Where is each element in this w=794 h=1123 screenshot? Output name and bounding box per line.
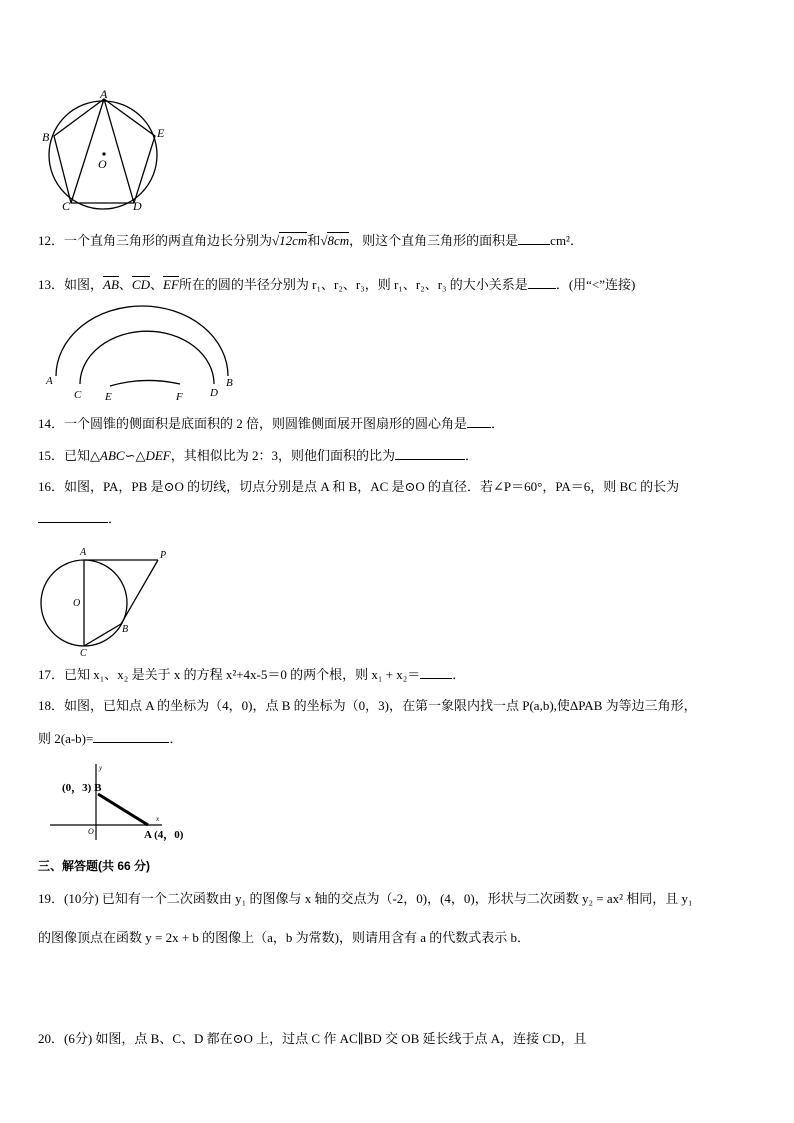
- arcs-figure: [38, 302, 248, 406]
- answer-blank[interactable]: [395, 447, 465, 460]
- question-14: 14．一个圆锥的侧面积是底面积的 2 倍，则圆锥侧面展开图扇形的圆心角是 ．: [38, 416, 505, 431]
- question-12: 12．一个直角三角形的两直角边长分别为√12cm和√8cm，则这个直角三角形的面积是 cm²．: [38, 233, 583, 248]
- label-E: E: [157, 126, 165, 140]
- answer-blank[interactable]: [93, 730, 169, 743]
- question-19-line2: 的图像顶点在函数 y = 2x + b 的图像上（a，b 为常数)，则请用含有 a 的代数式表示 b．: [38, 930, 531, 945]
- label-B: B: [122, 624, 129, 635]
- answer-blank[interactable]: [528, 276, 556, 289]
- question-15: 15．已知△ABC∽△DEF，其相似比为 2：3，则他们面积的比为 ．: [38, 448, 479, 463]
- answer-blank[interactable]: [38, 510, 108, 523]
- label-A: A (4，0): [144, 829, 184, 841]
- tangent-circle-figure: [38, 544, 178, 659]
- label-B: B: [226, 377, 233, 389]
- label-x: x: [156, 815, 160, 823]
- answer-blank[interactable]: [467, 415, 491, 428]
- label-A: A: [80, 547, 87, 558]
- coordinate-figure: [50, 760, 200, 846]
- answer-blank[interactable]: [420, 666, 452, 679]
- label-O: O: [98, 157, 107, 171]
- label-C: C: [74, 389, 82, 401]
- label-y: y: [99, 764, 103, 772]
- label-P: P: [160, 550, 167, 561]
- label-O: O: [73, 598, 81, 609]
- label-A: A: [100, 88, 108, 101]
- question-13: 13．如图，AB、CD、EF所在的圆的半径分别为 r₁、r₂、r₃，则 r₁、r₂、r₃ 的大小关系是 ．(用“<”连接): [38, 277, 636, 292]
- label-A: A: [46, 375, 53, 387]
- question-20: 20．(6分) 如图，点 B、C、D 都在⊙O 上，过点 C 作 AC∥BD 交 OB 延长线于点 A，连接 CD，且: [38, 1031, 587, 1046]
- label-F: F: [176, 391, 183, 403]
- question-17: 17．已知 x₁、x₂ 是关于 x 的方程 x²+4x-5＝0 的两个根，则 x₁ + x₂＝ ．: [38, 667, 466, 682]
- label-C: C: [80, 648, 87, 659]
- label-O: O: [88, 827, 94, 836]
- label-D: D: [133, 199, 142, 212]
- pentagon-circle-figure: [38, 88, 168, 212]
- question-16-blank: ．: [38, 510, 121, 528]
- section-heading: 三、解答题(共 66 分): [38, 859, 151, 873]
- label-D: D: [210, 387, 218, 399]
- question-19: 19．(10分) 已知有一个二次函数由 y₁ 的图像与 x 轴的交点为（-2，0)，(4，0)，形状与二次函数 y₂ = ax² 相同，且 y₁: [38, 891, 693, 906]
- answer-blank[interactable]: [518, 232, 550, 245]
- question-18: 18．如图，已知点 A 的坐标为（4，0)，点 B 的坐标为（0，3)，在第一象限内找一点 P(a,b),使ΔPAB 为等边三角形，: [38, 698, 697, 713]
- label-B: (0，3) B: [62, 782, 102, 794]
- label-B: B: [42, 130, 50, 144]
- question-18-line2: 则 2(a-b)= ．: [38, 731, 183, 746]
- question-16: 16．如图，PA，PB 是⊙O 的切线，切点分别是点 A 和 B，AC 是⊙O 的直径．若∠P＝60°，PA＝6，则 BC 的长为: [38, 479, 680, 494]
- label-E: E: [105, 391, 112, 403]
- label-C: C: [62, 199, 71, 212]
